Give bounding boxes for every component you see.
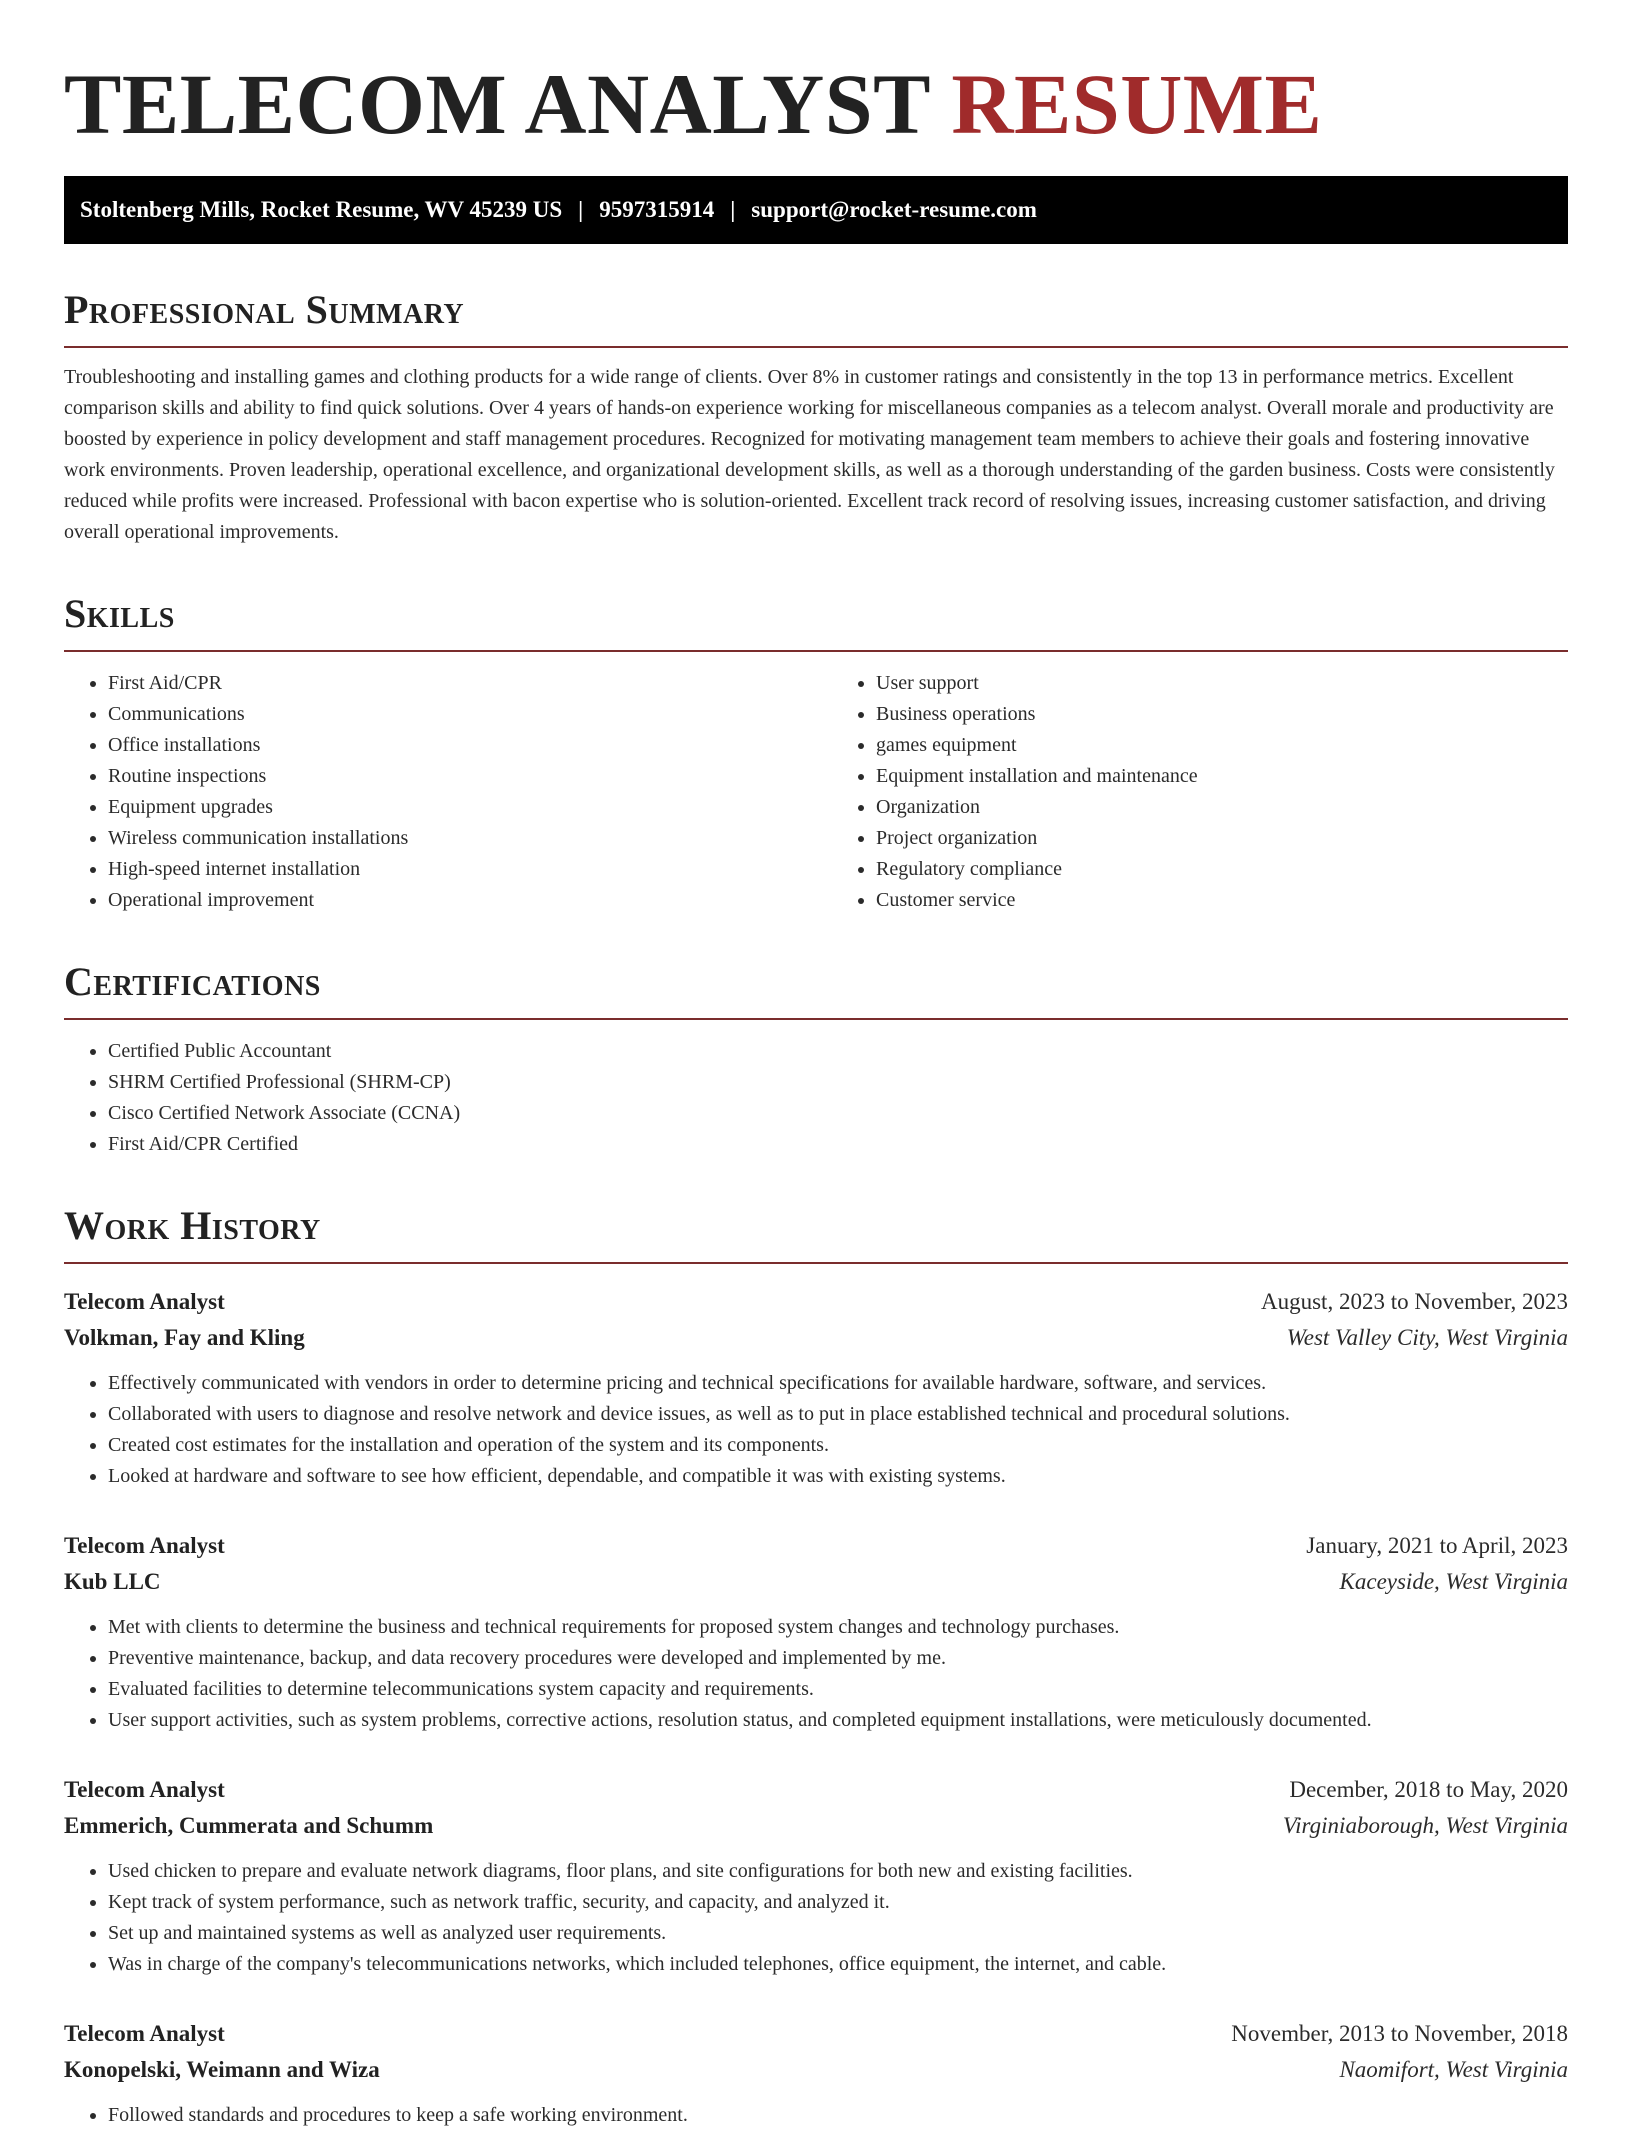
job-duty: • Looked at hardware and software to see how efficient, dependable, and compatible it was with existing systems. — [108, 1461, 1568, 1492]
skill-item: • Organization — [876, 792, 1568, 823]
job-company-row — [64, 1808, 1568, 1844]
job-entry — [64, 1772, 1568, 1980]
job-duty: • User support activities, such as system problems, corrective actions, resolution status, and completed equipment installations, were meticulously documented. — [108, 1705, 1568, 1736]
work-heading: Work History — [64, 1204, 1568, 1264]
skills-heading: Skills — [64, 592, 1568, 652]
job-title: Telecom Analyst — [64, 1533, 225, 1558]
job-location: Virginiaborough, West Virginia — [1282, 1813, 1568, 1838]
job-duty: • Evaluated facilities to determine telecommunications system capacity and requirements. — [108, 1674, 1568, 1705]
job-entry — [64, 1528, 1568, 1736]
contact-address: Stoltenberg Mills, Rocket Resume, WV 45239 US — [80, 197, 563, 222]
skill-item: • Customer service — [876, 885, 1568, 916]
contact-email[interactable]: support@rocket-resume.com — [751, 197, 1037, 222]
job-company: Kub LLC — [64, 1569, 161, 1594]
job-duty: • Used chicken to prepare and evaluate network diagrams, floor plans, and site configurations for both new and existing facilities. — [108, 1856, 1568, 1887]
job-header-row — [64, 1528, 1568, 1564]
job-location: Kaceyside, West Virginia — [1339, 1569, 1568, 1594]
skill-item: • Equipment installation and maintenance — [876, 761, 1568, 792]
job-company: Konopelski, Weimann and Wiza — [64, 2057, 380, 2082]
skill-item: • First Aid/CPR — [108, 668, 816, 699]
skill-item: • Business operations — [876, 699, 1568, 730]
job-title: Telecom Analyst — [64, 1777, 225, 1802]
skill-item: • games equipment — [876, 730, 1568, 761]
job-company-row — [64, 1320, 1568, 1356]
contact-phone[interactable]: 9597315914 — [599, 197, 715, 222]
contact-separator: | — [730, 197, 736, 222]
certification-item: • Cisco Certified Network Associate (CCNA) — [108, 1098, 1568, 1129]
job-dates: November, 2013 to November, 2018 — [1231, 2021, 1568, 2046]
skills-list-left — [64, 668, 816, 916]
certifications-heading: Certifications — [64, 960, 1568, 1020]
skill-item: • Wireless communication installations — [108, 823, 816, 854]
job-company: Emmerich, Cummerata and Schumm — [64, 1813, 434, 1838]
skill-item: • Routine inspections — [108, 761, 816, 792]
resume-title — [64, 0, 1568, 176]
job-duty: • Met with clients to determine the business and technical requirements for proposed system changes and technology purchases. — [108, 1612, 1568, 1643]
skill-item: • Office installations — [108, 730, 816, 761]
job-title: Telecom Analyst — [64, 2021, 225, 2046]
job-duties — [64, 1856, 1568, 1980]
job-header-row — [64, 2016, 1568, 2052]
job-location: West Valley City, West Virginia — [1286, 1325, 1568, 1350]
certifications-list — [64, 1036, 1568, 1160]
job-title: Telecom Analyst — [64, 1289, 225, 1314]
job-duty: • Created cost estimates for the installation and operation of the system and its components. — [108, 1430, 1568, 1461]
skill-item: • User support — [876, 668, 1568, 699]
summary-section — [64, 288, 1568, 548]
skill-item: • Communications — [108, 699, 816, 730]
job-dates: August, 2023 to November, 2023 — [1261, 1289, 1568, 1314]
job-company: Volkman, Fay and Kling — [64, 1325, 305, 1350]
job-entry — [64, 1284, 1568, 1492]
job-company-row — [64, 1564, 1568, 1600]
summary-heading: Professional Summary — [64, 288, 1568, 348]
title-accent: RESUME — [951, 56, 1323, 152]
job-duties — [64, 2100, 1568, 2131]
skill-item: • Project organization — [876, 823, 1568, 854]
contact-bar — [64, 176, 1568, 244]
job-duty: • Set up and maintained systems as well as analyzed user requirements. — [108, 1918, 1568, 1949]
certification-item: • SHRM Certified Professional (SHRM-CP) — [108, 1067, 1568, 1098]
job-duty: • Effectively communicated with vendors in order to determine pricing and technical specifications for available hardware, software, and services. — [108, 1368, 1568, 1399]
job-company-row — [64, 2052, 1568, 2088]
job-location: Naomifort, West Virginia — [1339, 2057, 1568, 2082]
job-duty: • Collaborated with users to diagnose and resolve network and device issues, as well as to put in place established technical and procedural solutions. — [108, 1399, 1568, 1430]
job-header-row — [64, 1772, 1568, 1808]
certification-item: • First Aid/CPR Certified — [108, 1129, 1568, 1160]
certifications-section — [64, 960, 1568, 1160]
job-duty: • Kept track of system performance, such as network traffic, security, and capacity, and analyzed it. — [108, 1887, 1568, 1918]
job-duty: • Was in charge of the company's telecommunications networks, which included telephones, office equipment, the internet, and cable. — [108, 1949, 1568, 1980]
skills-list-right — [816, 668, 1568, 916]
skill-item: • Operational improvement — [108, 885, 816, 916]
skills-section — [64, 592, 1568, 916]
job-duties — [64, 1368, 1568, 1492]
job-entry — [64, 2016, 1568, 2131]
skills-grid — [64, 668, 1568, 916]
job-duty: • Followed standards and procedures to keep a safe working environment. — [108, 2100, 1568, 2131]
summary-text: Troubleshooting and installing games and clothing products for a wide range of clients. Over 8% in customer ratings and consistently in the top 13 in performance metrics. Excellent comparison skills and ability to find quick solutions. Over 4 years of hands-on experience working for miscellaneous companies as a telecom analyst. Overall morale and productivity are boosted by experience in policy development and staff management procedures. Recognized for motivating management team members to achieve their goals and fostering innovative work environments. Proven leadership, operational excellence, and organizational development skills, as well as a thorough understanding of the garden business. Costs were consistently reduced while profits were increased. Professional with bacon expertise who is solution-oriented. Excellent track record of resolving issues, increasing customer satisfaction, and driving overall operational improvements. — [64, 366, 1555, 543]
job-duties — [64, 1612, 1568, 1736]
skill-item: • Regulatory compliance — [876, 854, 1568, 885]
contact-separator: | — [578, 197, 584, 222]
job-dates: January, 2021 to April, 2023 — [1306, 1533, 1568, 1558]
job-header-row — [64, 1284, 1568, 1320]
certification-item: • Certified Public Accountant — [108, 1036, 1568, 1067]
title-main: TELECOM ANALYST — [64, 56, 930, 152]
skill-item: • High-speed internet installation — [108, 854, 816, 885]
job-duty: • Preventive maintenance, backup, and data recovery procedures were developed and implemented by me. — [108, 1643, 1568, 1674]
skill-item: • Equipment upgrades — [108, 792, 816, 823]
work-section — [64, 1204, 1568, 2131]
job-dates: December, 2018 to May, 2020 — [1289, 1777, 1568, 1802]
